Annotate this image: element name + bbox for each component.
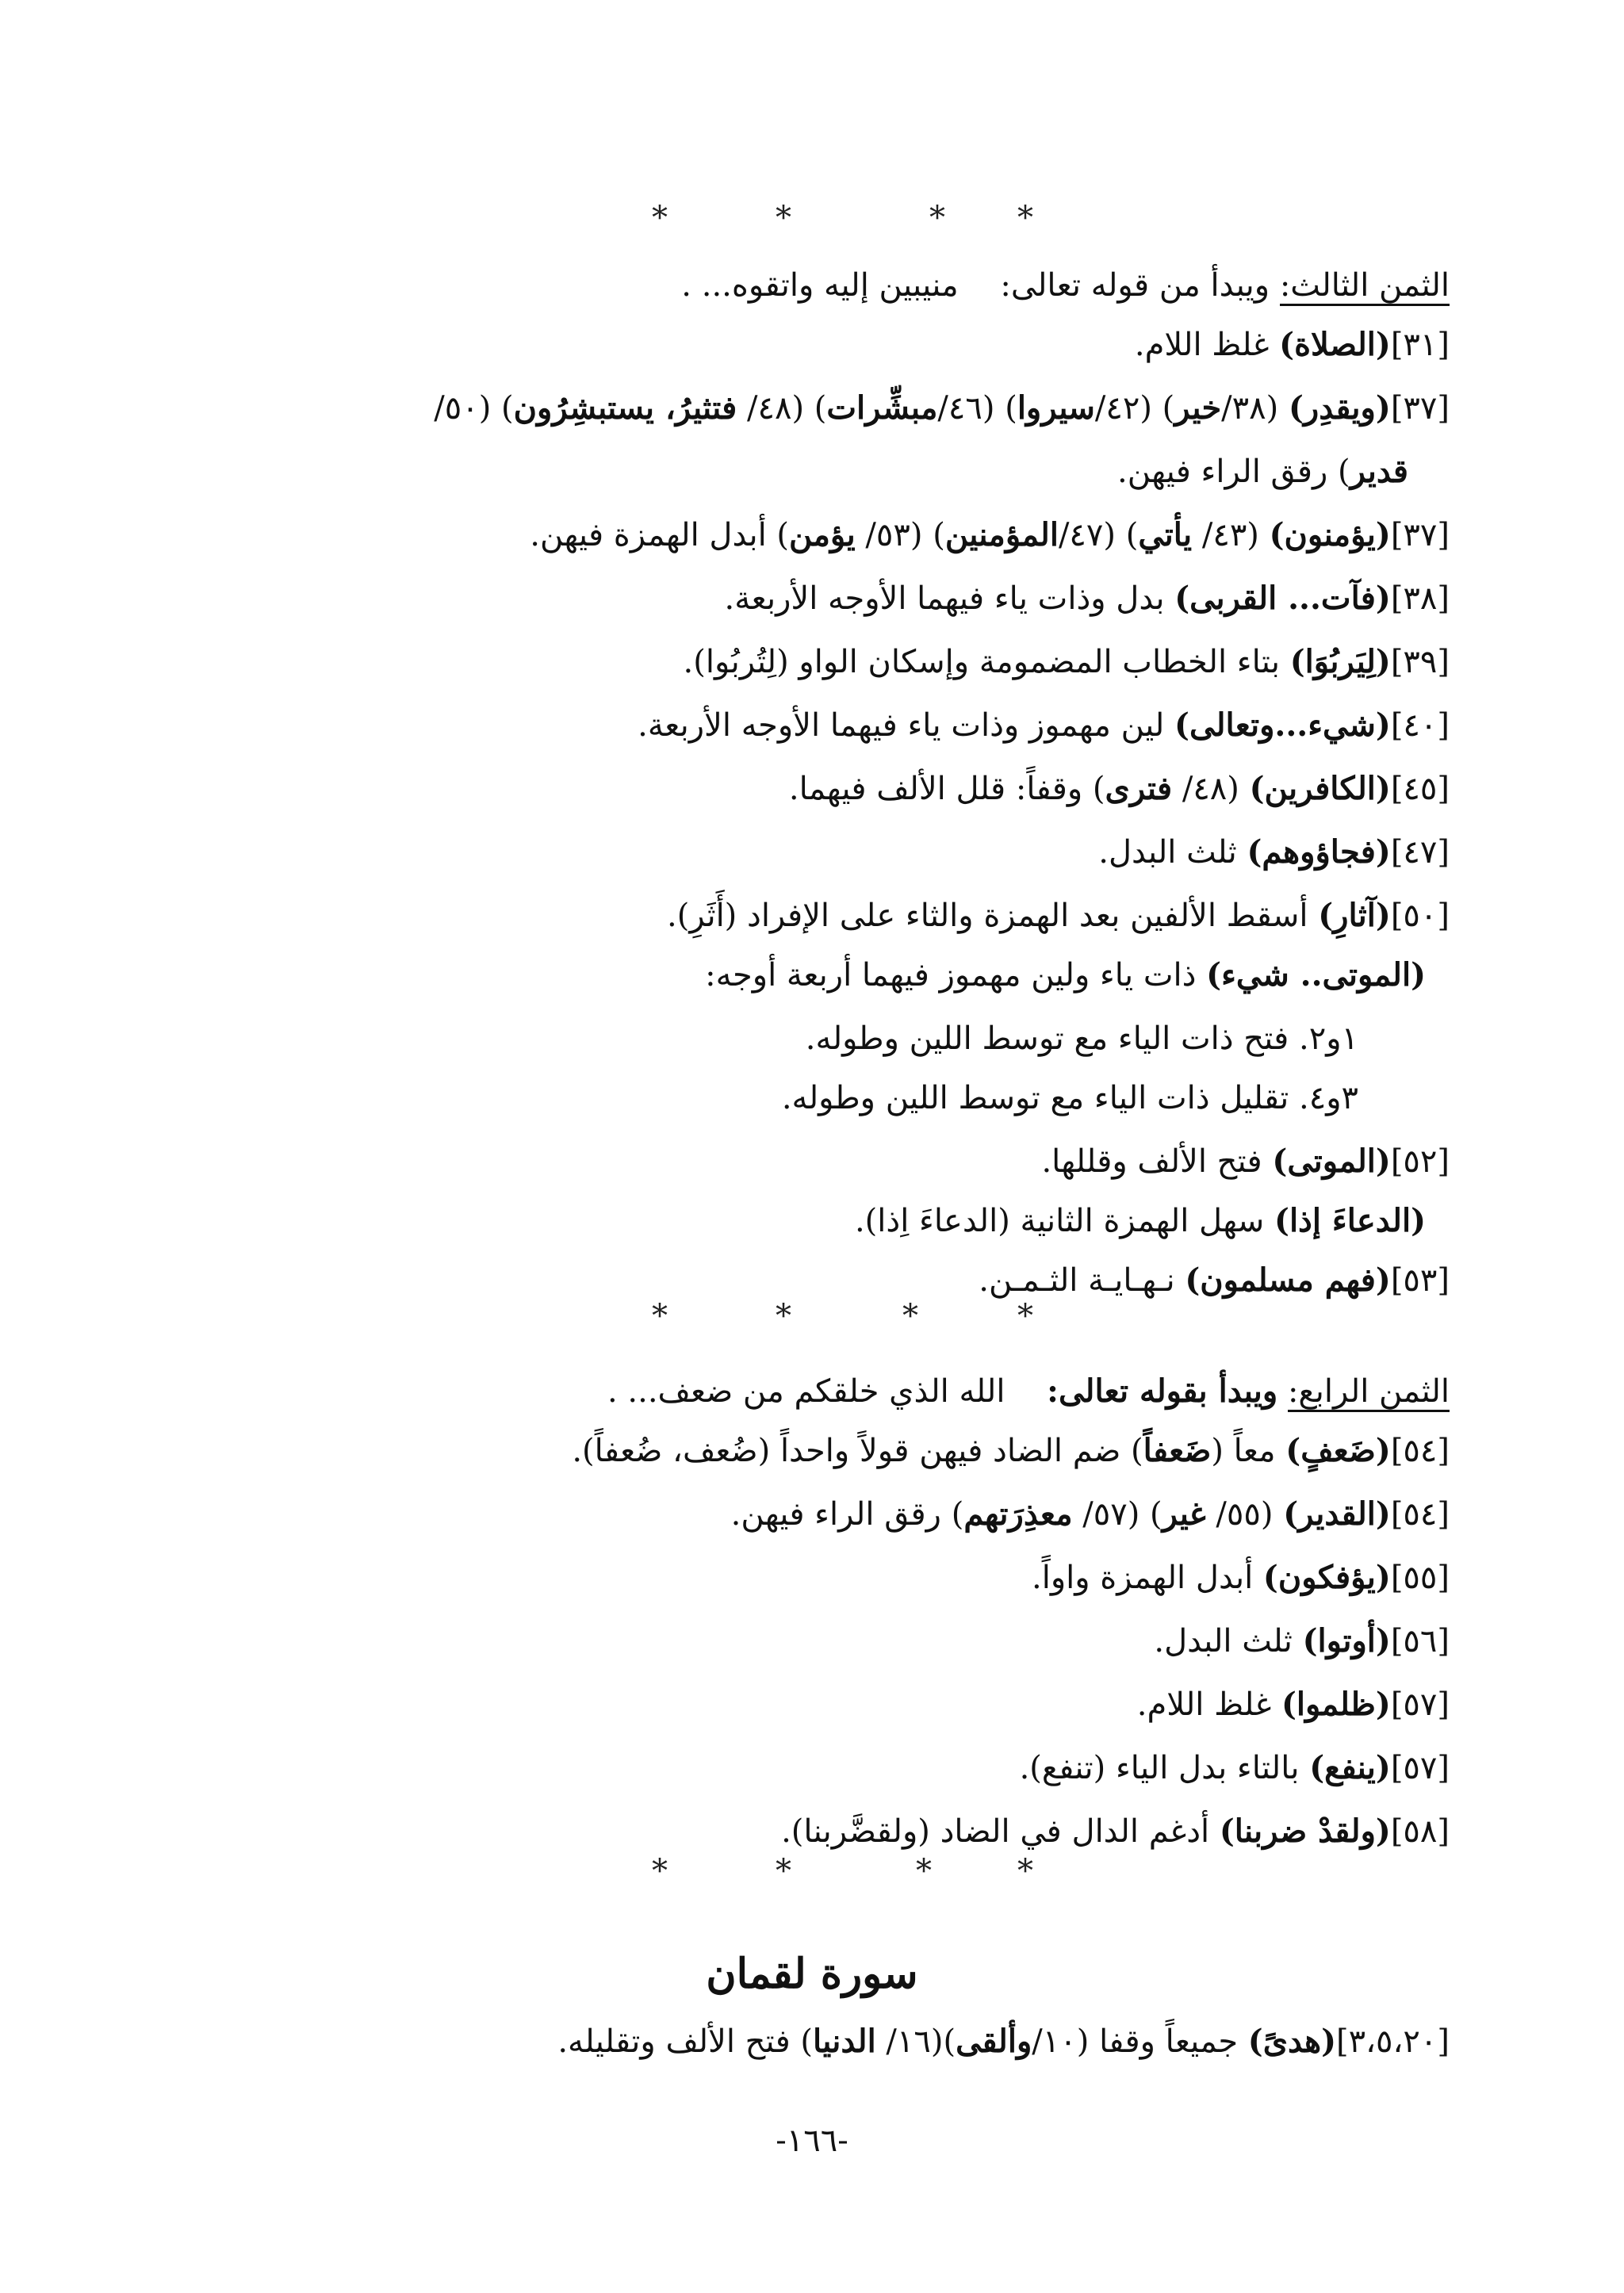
note-line: [٣٧](يؤمنون) (٤٣/ يأتي) (٤٧/المؤمنين) (٥٣/ يؤمن) أبدل الهمزة فيهن. bbox=[530, 516, 1450, 553]
section-intro-third-eighth: الثمن الثالث: ويبدأ من قوله تعالى: منيبين إليه واتقوه... . bbox=[174, 262, 1450, 309]
note-line: قدير) رقق الراء فيهن. bbox=[1117, 453, 1408, 490]
note-line: [٥٤](القدير) (٥٥/ غير) (٥٧/ معذِرَتهم) رقق الراء فيهن. bbox=[730, 1495, 1450, 1533]
note-line: [٥٨](ولقدْ ضربنا) أدغم الدال في الضاد (ولقضَّربنا). bbox=[781, 1813, 1450, 1850]
note-line: [٥٢](الموتى) فتح الألف وقللها. bbox=[1041, 1143, 1450, 1180]
note-line: [٥٠](آثارِ) أسقط الألفين بعد الهمزة والثاء على الإفراد (أَثَرِ). bbox=[667, 897, 1450, 934]
star-divider: * * * * bbox=[652, 1853, 1033, 1889]
note-line: ٣و٤. تقليل ذات الياء مع توسط اللين وطوله. bbox=[781, 1080, 1358, 1116]
note-line: [٣١](الصلاة) غلظ اللام. bbox=[1134, 326, 1450, 363]
note-line: (الدعاءَ إذا) سهل الهمزة الثانية (الدعاءَ اِذا). bbox=[854, 1202, 1426, 1239]
note-line: [٤٠](شيء...وتعالى) لين مهموز وذات ياء فيهما الأوجه الأربعة. bbox=[638, 706, 1450, 744]
section-intro-fourth-eighth: الثمن الرابع: ويبدأ بقوله تعالى: الله الذي خلقكم من ضعف... . bbox=[174, 1368, 1450, 1415]
section-label: الثمن الثالث: bbox=[1280, 267, 1450, 306]
section-label: الثمن الرابع: bbox=[1288, 1373, 1450, 1412]
star-divider: * * * * bbox=[652, 1298, 1033, 1334]
note-line: [٣٧](ويقدِر) (٣٨/خير) (٤٢/سيروا) (٤٦/مبشِّرات) (٤٨/ فتثيرُ، يستبشِرُون) (٥٠/ bbox=[434, 389, 1450, 427]
note-line: [٥٧](ظلموا) غلظ اللام. bbox=[1136, 1686, 1450, 1723]
note-line: [٥٤](ضَعفٍ) معاً (ضَعفاً) ضم الضاد فيهن قولاً واحداً (ضُعف، ضُعفاً). bbox=[572, 1432, 1450, 1469]
note-line: [٥٥](يؤفكون) أبدل الهمزة واواً. bbox=[1031, 1559, 1450, 1596]
note-line: [٤٧](فجاؤوهم) ثلث البدل. bbox=[1098, 833, 1450, 871]
note-line: [٥٣](فهم مسلمون) نـهـايـة الثـمـن. bbox=[979, 1261, 1450, 1299]
note-line: [٥٧](ينفع) بالتاء بدل الياء (تنفع). bbox=[1019, 1749, 1450, 1786]
note-line: [٥٦](أوتوا) ثلث البدل. bbox=[1154, 1622, 1450, 1659]
page-number: -١٦٦- bbox=[776, 2123, 848, 2159]
note-line: [٣،٥،٢٠](هدىً) جميعاً وقفا (١٠/وألقى)(١٦/ الدنيا) فتح الألف وتقليله. bbox=[557, 2023, 1450, 2060]
note-line: [٣٩](لِيَربُوَا) بتاء الخطاب المضمومة وإسكان الواو (لِتُربُوا). bbox=[683, 643, 1450, 680]
surah-title: سورة لقمان bbox=[706, 1950, 918, 1998]
note-line: ١و٢. فتح ذات الياء مع توسط اللين وطوله. bbox=[805, 1020, 1358, 1057]
note-line: [٣٨](فآت... القربى) بدل وذات ياء فيهما الأوجه الأربعة. bbox=[724, 580, 1450, 617]
note-line: (الموتى.. شيء) ذات ياء ولين مهموز فيهما أربعة أوجه: bbox=[705, 956, 1426, 993]
star-divider: * * * * bbox=[652, 200, 1033, 236]
note-line: [٤٥](الكافرين) (٤٨/ فترى) وقفاً: قلل الألف فيهما. bbox=[788, 770, 1450, 807]
